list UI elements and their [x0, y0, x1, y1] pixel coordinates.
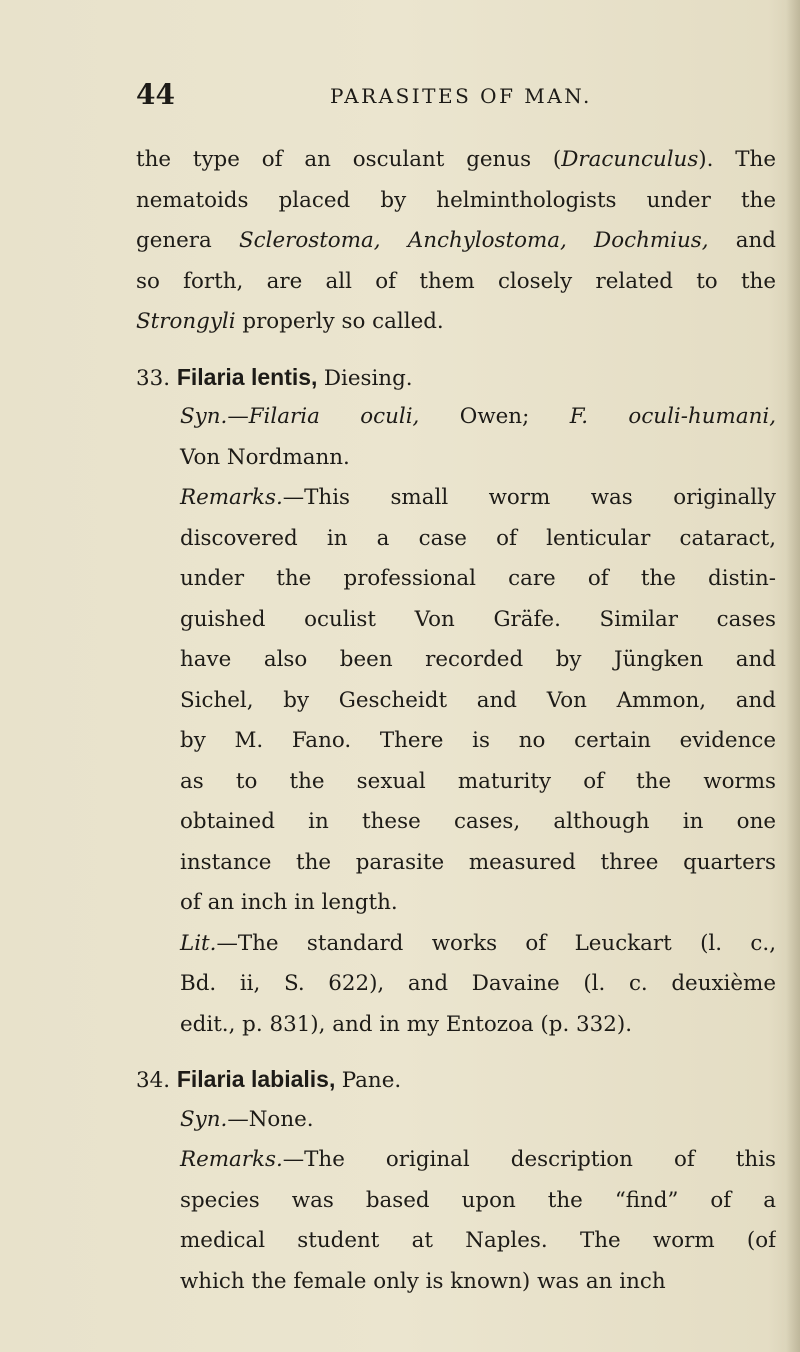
text-line: nematoids placed by helminthologists under the: [136, 187, 776, 213]
italic-text: Syn.: [180, 404, 228, 429]
text-line: Syn.—Filaria oculi, Owen; F. oculi-humani,: [180, 404, 776, 429]
entry-heading: [136, 357, 776, 398]
text-line: Remarks.—The original description of this: [180, 1147, 776, 1172]
text-line: guished oculist Von Gräfe. Similar cases: [180, 606, 776, 632]
intro-paragraph: [136, 140, 776, 343]
text-line: which the female only is known) was an inch: [180, 1268, 666, 1294]
page-number: 44: [136, 78, 175, 111]
page-header: [136, 78, 776, 118]
text-line: as to the sexual maturity of the worms: [180, 768, 776, 794]
species-name: Filaria lentis,: [176, 363, 324, 390]
text-line: edit., p. 831), and in my Entozoa (p. 332).: [180, 1011, 633, 1037]
text-line: Lit.—The standard works of Leuckart (l. c.,: [180, 930, 776, 956]
italic-text: Strongyli: [136, 309, 236, 334]
text-line: of an inch in length.: [180, 890, 398, 915]
text-line: under the professional care of the distin-: [180, 566, 776, 591]
text-line: Von Nordmann.: [180, 444, 350, 470]
body-text: [136, 140, 776, 1302]
text-line: so forth, are all of them closely related to the: [136, 268, 776, 294]
text-line: discovered in a case of lenticular cataract,: [180, 525, 776, 551]
entries: [136, 357, 776, 1303]
italic-text: F. oculi-humani,: [569, 404, 776, 429]
italic-text: Filaria oculi,: [248, 404, 420, 429]
entry-heading: [136, 1059, 776, 1100]
species-name: Filaria labialis,: [176, 1066, 342, 1092]
italic-text: Remarks.: [180, 485, 283, 510]
italic-text: Lit.: [180, 930, 217, 956]
running-head: PARASITES OF MAN.: [330, 84, 592, 108]
text-line: genera Sclerostoma, Anchylostoma, Dochmius, and: [136, 228, 776, 253]
text-line: obtained in these cases, although in one: [180, 809, 776, 834]
text-line: by M. Fano. There is no certain evidence: [180, 728, 776, 753]
italic-text: Dracunculus: [561, 147, 699, 172]
italic-text: Syn.: [180, 1106, 228, 1132]
entry-number: 33.: [136, 365, 177, 391]
text-line: Syn.—None.: [180, 1106, 314, 1132]
species-authority: Pane.: [341, 1068, 402, 1093]
entry-number: 34.: [136, 1068, 177, 1093]
text-line: species was based upon the “find” of a: [180, 1187, 776, 1213]
species-entry: [136, 1059, 776, 1302]
text-line: Bd. ii, S. 622), and Davaine (l. c. deuxième: [180, 971, 776, 996]
text-line: the type of an osculant genus (Dracunculus). The: [136, 147, 776, 172]
text-line: have also been recorded by Jüngken and: [180, 647, 776, 672]
italic-text: Remarks.: [180, 1147, 283, 1172]
text-line: medical student at Naples. The worm (of: [180, 1228, 776, 1253]
species-entry: [136, 357, 776, 1046]
species-authority: Diesing.: [323, 365, 413, 391]
italic-text: Sclerostoma, Anchylostoma, Dochmius,: [239, 228, 709, 253]
text-line: Strongyli properly so called.: [136, 309, 444, 334]
text-line: Sichel, by Gescheidt and Von Ammon, and: [180, 687, 776, 713]
page-edge-shadow: [786, 0, 800, 1352]
text-line: Remarks.—This small worm was originally: [180, 485, 776, 510]
text-line: instance the parasite measured three quarters: [180, 849, 776, 875]
